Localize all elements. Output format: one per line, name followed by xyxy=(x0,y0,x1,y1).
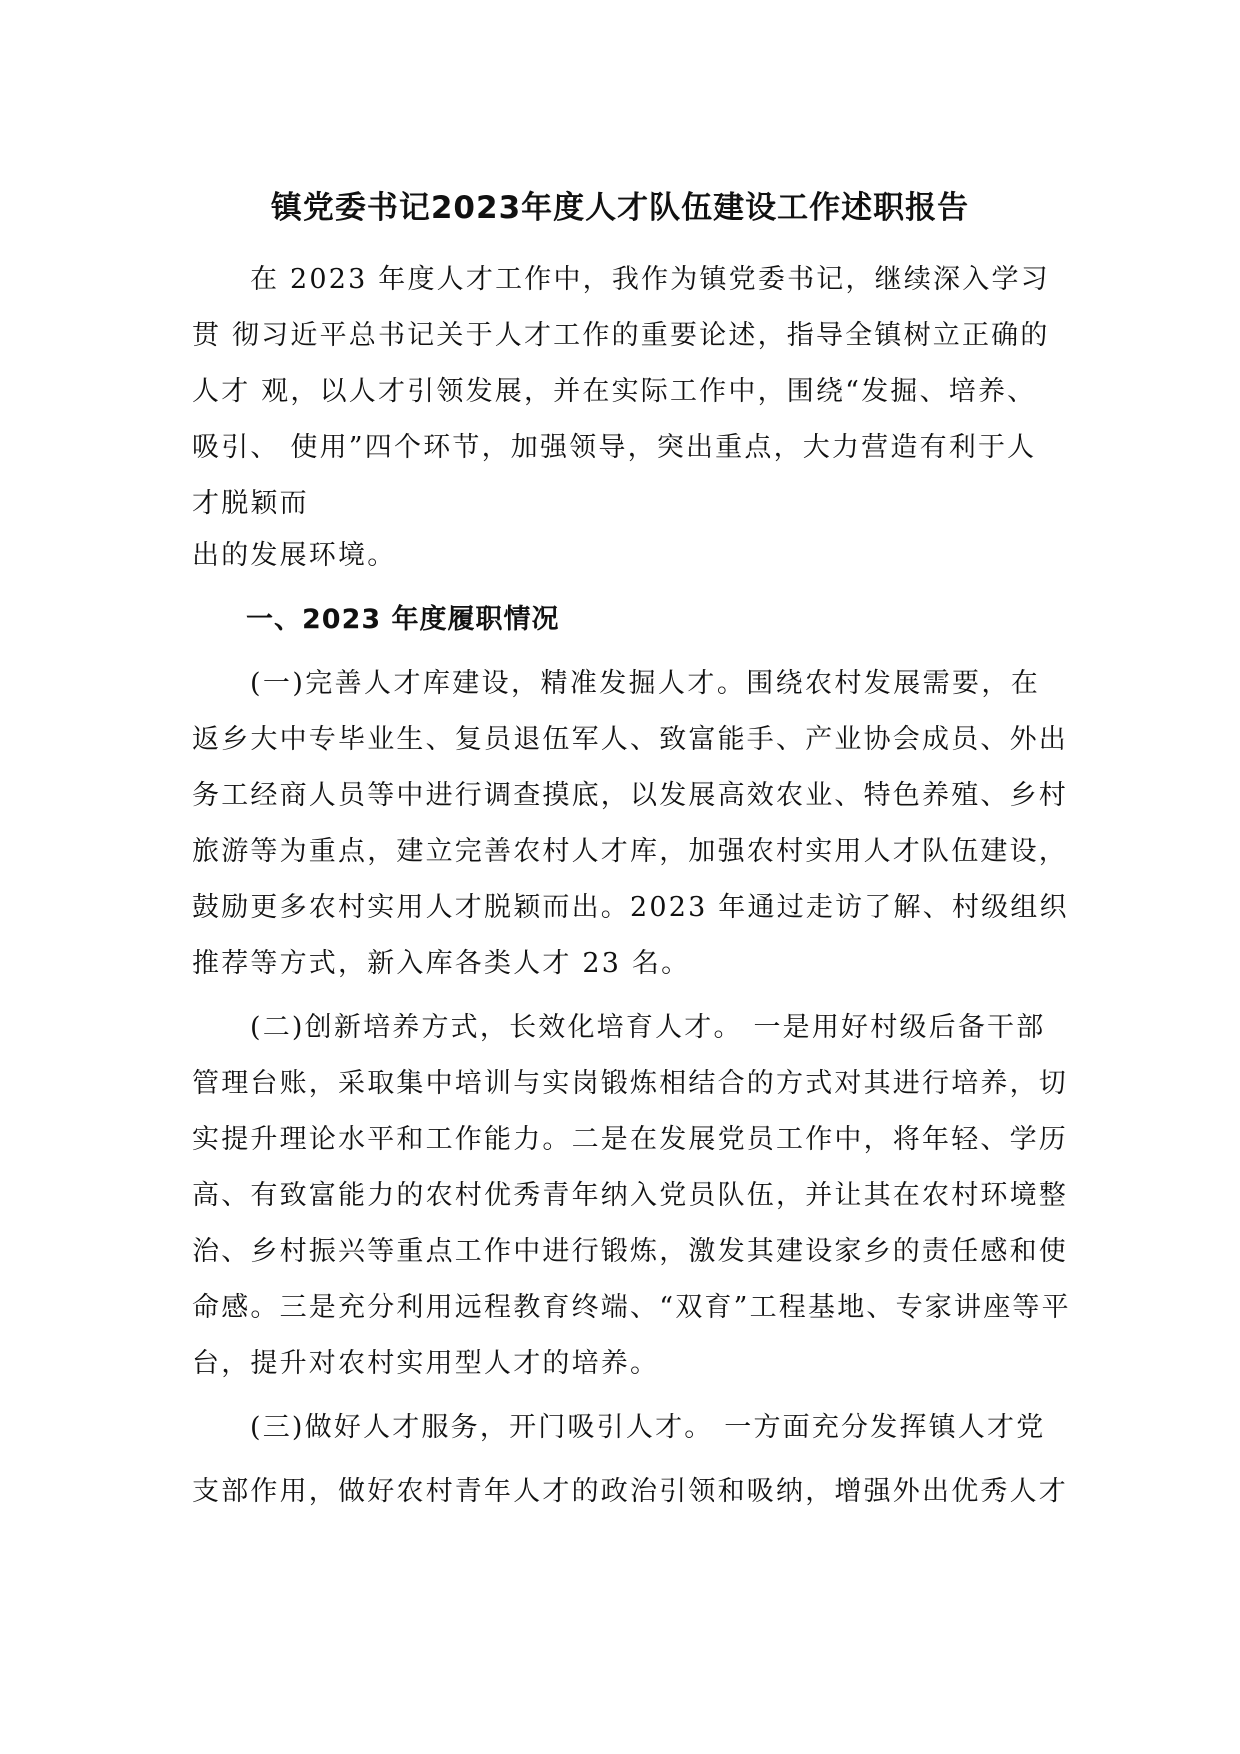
item1-line-3: 务工经商人员等中进行调查摸底，以发展高效农业、特色养殖、乡村 xyxy=(192,780,1068,811)
intro-line-1: 在 2023 年度人才工作中，我作为镇党委书记，继续深入学习 xyxy=(250,264,1050,295)
intro-line-4: 吸引、 使用”四个环节，加强领导，突出重点，大力营造有利于人 xyxy=(192,432,1037,463)
item1-line-5: 鼓励更多农村实用人才脱颖而出。2023 年通过走访了解、村级组织 xyxy=(192,892,1069,923)
item2-line-2: 管理台账，采取集中培训与实岗锻炼相结合的方式对其进行培养，切 xyxy=(192,1068,1068,1099)
section-heading-1: 一、2023 年度履职情况 xyxy=(246,604,560,635)
item2-line-1: (二)创新培养方式，长效化培育人才。 一是用好村级后备干部 xyxy=(250,1012,1046,1043)
item1-line-2: 返乡大中专毕业生、复员退伍军人、致富能手、产业协会成员、外出 xyxy=(192,724,1068,755)
item1-line-4: 旅游等为重点，建立完善农村人才库，加强农村实用人才队伍建设， xyxy=(192,836,1068,867)
item1-line-1: (一)完善人才库建设，精准发掘人才。围绕农村发展需要，在 xyxy=(250,668,1040,699)
item2-line-6: 命感。三是充分利用远程教育终端、“双育”工程基地、专家讲座等平 xyxy=(192,1292,1071,1323)
document-title: 镇党委书记2023年度人才队伍建设工作述职报告 xyxy=(270,190,970,226)
intro-line-6: 出的发展环境。 xyxy=(192,540,397,571)
item1-line-6: 推荐等方式，新入库各类人才 23 名。 xyxy=(192,948,691,979)
intro-line-3: 人才 观，以人才引领发展，并在实际工作中，围绕“发掘、培养、 xyxy=(192,376,1037,407)
item2-line-3: 实提升理论水平和工作能力。二是在发展党员工作中，将年轻、学历 xyxy=(192,1124,1068,1155)
item3-line-2: 支部作用，做好农村青年人才的政治引领和吸纳，增强外出优秀人才 xyxy=(192,1476,1068,1507)
item3-line-1: (三)做好人才服务，开门吸引人才。 一方面充分发挥镇人才党 xyxy=(250,1412,1046,1443)
intro-line-5: 才脱颖而 xyxy=(192,488,309,519)
item2-line-7: 台，提升对农村实用型人才的培养。 xyxy=(192,1348,660,1379)
item2-line-5: 治、乡村振兴等重点工作中进行锻炼，激发其建设家乡的责任感和使 xyxy=(192,1236,1068,1267)
item2-line-4: 高、有致富能力的农村优秀青年纳入党员队伍，并让其在农村环境整 xyxy=(192,1180,1068,1211)
intro-line-2: 贯 彻习近平总书记关于人才工作的重要论述，指导全镇树立正确的 xyxy=(192,320,1050,351)
